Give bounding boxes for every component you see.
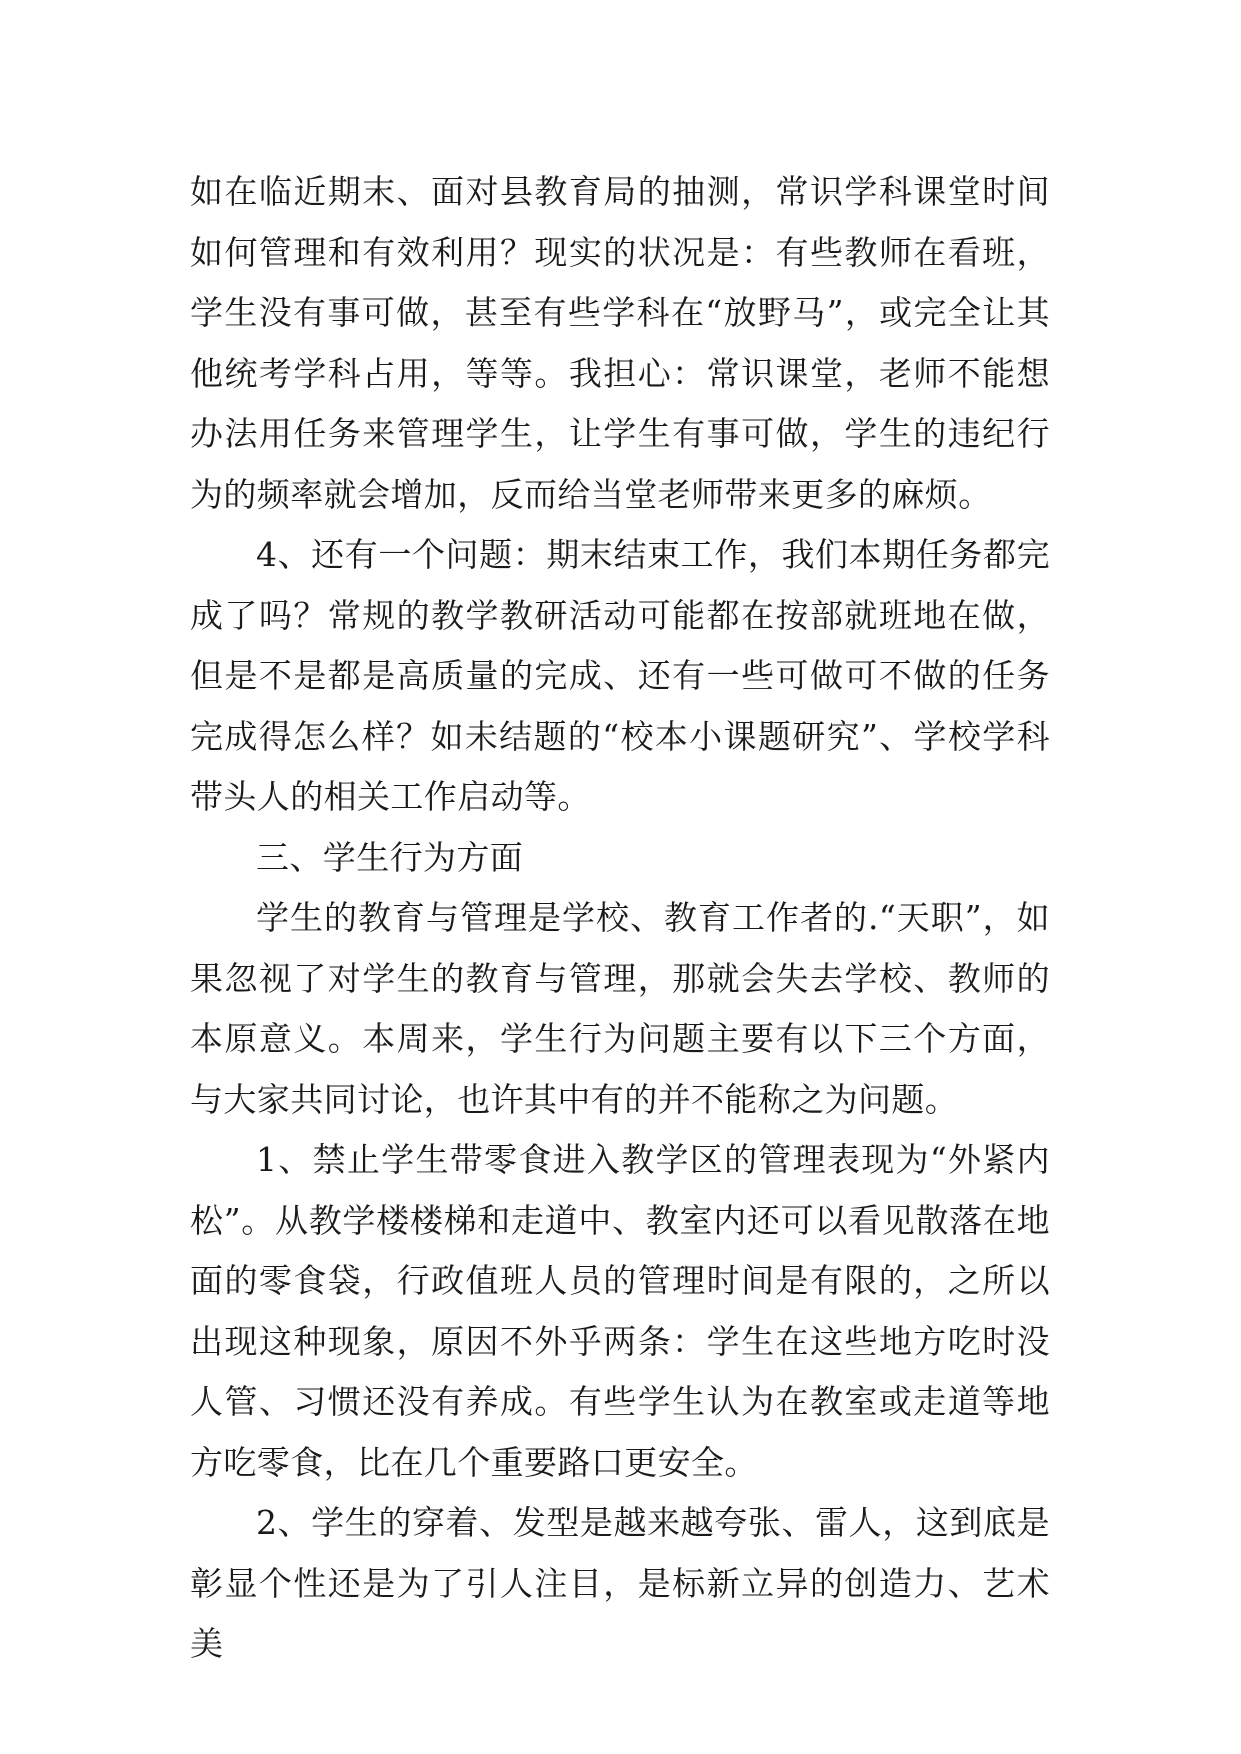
paragraph-item-1-snacks: 1、禁止学生带零食进入教学区的管理表现为“外紧内松”。从教学楼楼梯和走道中、教室内还可以看见散落在地面的零食袋，行政值班人员的管理时间是有限的，之所以出现这种现象，原因不外乎两条：学生在这些地方吃时没人管、习惯还没有养成。有些学生认为在教室或走道等地方吃零食，比在几个重要路口更安全。 [190,1140,1050,1482]
paragraph-classroom-management: 如在临近期末、面对县教育局的抽测，常识学科课堂时间如何管理和有效利用？现实的状况是：有些教师在看班，学生没有事可做，甚至有些学科在“放野马”，或完全让其他统考学科占用，等等。我担心：常识课堂，老师不能想办法用任务来管理学生，让学生有事可做，学生的违纪行为的频率就会增加，反而给当堂老师带来更多的麻烦。 [190,172,1050,514]
paragraph-item-2-appearance: 2、学生的穿着、发型是越来越夸张、雷人，这到底是彰显个性还是为了引人注目，是标新立异的创造力、艺术美 [190,1503,1050,1663]
paragraph-student-education: 学生的教育与管理是学校、教育工作者的.“天职”，如果忽视了对学生的教育与管理，那就会失去学校、教师的本原意义。本周来，学生行为问题主要有以下三个方面，与大家共同讨论，也许其中有的并不能称之为问题。 [190,898,1050,1119]
document-body [190,162,1050,1675]
paragraph-item-4: 4、还有一个问题：期末结束工作，我们本期任务都完成了吗？常规的教学教研活动可能都在按部就班地在做，但是不是都是高质量的完成、还有一些可做可不做的任务完成得怎么样？如未结题的“校本小课题研究”、学校学科带头人的相关工作启动等。 [190,535,1050,816]
section-heading-student-behavior: 三、学生行为方面 [256,837,524,877]
